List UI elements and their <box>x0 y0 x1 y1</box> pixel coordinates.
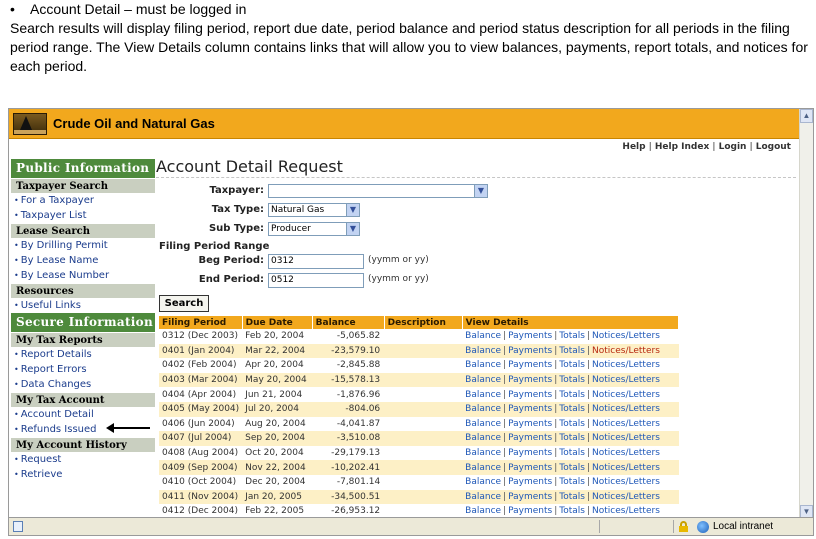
balance-link[interactable]: Balance <box>465 345 502 356</box>
table-row <box>159 329 679 344</box>
description-cell <box>384 387 462 402</box>
balance-cell: -2,845.88 <box>312 358 384 373</box>
sidebar-item-by-lease-name[interactable]: • By Lease Name <box>14 255 99 266</box>
balance-cell: -15,578.13 <box>312 373 384 388</box>
help-index-link[interactable]: Help Index <box>654 142 710 152</box>
browser-window <box>8 108 814 518</box>
totals-link[interactable]: Totals <box>559 491 585 502</box>
results-table <box>159 316 679 518</box>
end-period-format-hint: (yymm or yy) <box>368 274 429 284</box>
table-row <box>159 402 679 417</box>
sidebar-item-useful-links[interactable]: • Useful Links <box>14 300 81 311</box>
resources-heading: Resources <box>11 283 155 298</box>
vertical-scrollbar[interactable] <box>799 109 813 518</box>
description-cell <box>384 344 462 359</box>
balance-cell: -804.06 <box>312 402 384 417</box>
chevron-down-icon: ▼ <box>474 185 487 197</box>
notices-letters-link[interactable]: Notices/Letters <box>592 375 660 386</box>
browser-status-bar <box>8 518 814 536</box>
balance-link[interactable]: Balance <box>465 477 502 488</box>
help-link[interactable]: Help <box>622 142 646 152</box>
notices-letters-link[interactable]: Notices/Letters <box>592 477 660 488</box>
notices-letters-link[interactable]: Notices/Letters <box>592 345 660 356</box>
table-row <box>159 431 679 446</box>
balance-cell: -3,510.08 <box>312 431 384 446</box>
description-cell <box>384 358 462 373</box>
chevron-down-icon: ▼ <box>346 223 359 235</box>
app-header <box>9 109 801 139</box>
balance-link[interactable]: Balance <box>465 491 502 502</box>
filing-period-cell: 0404 (Apr 2004) <box>159 387 242 402</box>
balance-link[interactable]: Balance <box>465 448 502 459</box>
description-cell <box>384 504 462 518</box>
balance-link[interactable]: Balance <box>465 389 502 400</box>
view-details-cell: Balance | Payments | Totals | Notices/Letters <box>462 490 678 505</box>
payments-link[interactable]: Payments <box>508 331 553 342</box>
oil-derrick-logo-icon <box>13 113 47 135</box>
filing-period-cell: 0405 (May 2004) <box>159 402 242 417</box>
sidebar-item-account-detail[interactable]: • Account Detail <box>14 409 94 420</box>
filing-period-range-label: Filing Period Range <box>159 241 270 252</box>
bullet: • <box>10 1 15 17</box>
intranet-globe-icon <box>697 521 709 533</box>
payments-link[interactable]: Payments <box>508 448 553 459</box>
due-date-cell: Feb 22, 2005 <box>242 504 312 518</box>
end-period-label: End Period: <box>198 274 264 285</box>
column-due-date: Due Date <box>242 316 312 329</box>
view-details-cell: Balance | Payments | Totals | Notices/Letters <box>462 329 678 344</box>
filing-period-cell: 0410 (Oct 2004) <box>159 475 242 490</box>
sidebar-item-by-lease-number[interactable]: • By Lease Number <box>14 270 110 281</box>
notices-letters-link[interactable]: Notices/Letters <box>592 360 660 371</box>
sidebar-item-report-details[interactable]: • Report Details <box>14 349 92 360</box>
filing-period-cell: 0412 (Dec 2004) <box>159 504 242 518</box>
table-row <box>159 490 679 505</box>
payments-link[interactable]: Payments <box>508 506 553 517</box>
lease-search-heading: Lease Search <box>11 223 155 238</box>
balance-link[interactable]: Balance <box>465 462 502 473</box>
sidebar-item-data-changes[interactable]: • Data Changes <box>14 379 92 390</box>
filing-period-cell: 0408 (Aug 2004) <box>159 446 242 461</box>
view-details-cell: Balance | Payments | Totals | Notices/Letters <box>462 460 678 475</box>
totals-link[interactable]: Totals <box>559 506 585 517</box>
sub-type-label: Sub Type: <box>208 223 264 234</box>
search-button[interactable]: Search <box>159 295 209 312</box>
table-row <box>159 373 679 388</box>
app-title: Crude Oil and Natural Gas <box>53 116 215 131</box>
totals-link[interactable]: Totals <box>559 331 585 342</box>
notices-letters-link[interactable]: Notices/Letters <box>592 462 660 473</box>
filing-period-cell: 0407 (Jul 2004) <box>159 431 242 446</box>
sidebar-item-for-a-taxpayer[interactable]: • For a Taxpayer <box>14 195 94 206</box>
notices-letters-link[interactable]: Notices/Letters <box>592 331 660 342</box>
description-cell <box>384 417 462 432</box>
balance-link[interactable]: Balance <box>465 433 502 444</box>
description-cell <box>384 460 462 475</box>
filing-period-cell: 0401 (Jan 2004) <box>159 344 242 359</box>
balance-link[interactable]: Balance <box>465 331 502 342</box>
sidebar-item-refunds-issued[interactable]: • Refunds Issued <box>14 424 97 435</box>
page-icon <box>13 521 23 532</box>
totals-link[interactable]: Totals <box>559 418 585 429</box>
payments-link[interactable]: Payments <box>508 389 553 400</box>
beg-period-label: Beg Period: <box>198 255 264 266</box>
description-cell <box>384 329 462 344</box>
sub-type-select[interactable]: Producer ▼ <box>268 222 360 236</box>
filing-period-cell: 0403 (Mar 2004) <box>159 373 242 388</box>
table-row <box>159 446 679 461</box>
balance-cell: -26,953.12 <box>312 504 384 518</box>
caption-heading: Account Detail – must be logged in <box>30 1 247 17</box>
filing-period-cell: 0406 (Jun 2004) <box>159 417 242 432</box>
due-date-cell: Dec 20, 2004 <box>242 475 312 490</box>
balance-cell: -34,500.51 <box>312 490 384 505</box>
view-details-cell: Balance | Payments | Totals | Notices/Letters <box>462 344 678 359</box>
view-details-cell: Balance | Payments | Totals | Notices/Letters <box>462 402 678 417</box>
filing-period-cell: 0312 (Dec 2003) <box>159 329 242 344</box>
login-link[interactable]: Login <box>718 142 747 152</box>
balance-link[interactable]: Balance <box>465 506 502 517</box>
table-row <box>159 504 679 518</box>
totals-link[interactable]: Totals <box>559 448 585 459</box>
view-details-cell: Balance | Payments | Totals | Notices/Letters <box>462 417 678 432</box>
view-details-cell: Balance | Payments | Totals | Notices/Letters <box>462 431 678 446</box>
due-date-cell: Oct 20, 2004 <box>242 446 312 461</box>
balance-cell: -23,579.10 <box>312 344 384 359</box>
notices-letters-link[interactable]: Notices/Letters <box>592 404 660 415</box>
balance-link[interactable]: Balance <box>465 375 502 386</box>
slide-caption <box>10 0 810 76</box>
filing-period-cell: 0411 (Nov 2004) <box>159 490 242 505</box>
my-tax-account-heading: My Tax Account <box>11 392 155 407</box>
description-cell <box>384 431 462 446</box>
title-divider <box>156 177 796 178</box>
view-details-cell: Balance | Payments | Totals | Notices/Letters <box>462 475 678 490</box>
results-body <box>159 329 679 518</box>
my-tax-reports-heading: My Tax Reports <box>11 332 155 347</box>
top-links: Help | Help Index | Login | Logout <box>622 142 791 152</box>
payments-link[interactable]: Payments <box>508 477 553 488</box>
balance-link[interactable]: Balance <box>465 360 502 371</box>
totals-link[interactable]: Totals <box>559 360 585 371</box>
due-date-cell: May 20, 2004 <box>242 373 312 388</box>
payments-link[interactable]: Payments <box>508 491 553 502</box>
sidebar-item-by-drilling-permit[interactable]: • By Drilling Permit <box>14 240 108 251</box>
secure-information-header: Secure Information <box>11 313 155 332</box>
filing-period-cell: 0409 (Sep 2004) <box>159 460 242 475</box>
chevron-down-icon: ▼ <box>346 204 359 216</box>
scroll-down-icon[interactable]: ▼ <box>800 505 813 518</box>
tax-type-label: Tax Type: <box>211 204 264 215</box>
taxpayer-search-heading: Taxpayer Search <box>11 178 155 193</box>
balance-link[interactable]: Balance <box>465 404 502 415</box>
my-account-history-heading: My Account History <box>11 437 155 452</box>
due-date-cell: Mar 22, 2004 <box>242 344 312 359</box>
table-row <box>159 417 679 432</box>
security-zone-label: Local intranet <box>713 521 774 532</box>
description-cell <box>384 373 462 388</box>
sidebar-item-report-errors[interactable]: • Report Errors <box>14 364 87 375</box>
payments-link[interactable]: Payments <box>508 433 553 444</box>
totals-link[interactable]: Totals <box>559 404 585 415</box>
logout-link[interactable]: Logout <box>755 142 791 152</box>
balance-cell: -10,202.41 <box>312 460 384 475</box>
end-period-input[interactable]: 0512 <box>268 273 364 288</box>
filing-period-cell: 0402 (Feb 2004) <box>159 358 242 373</box>
payments-link[interactable]: Payments <box>508 375 553 386</box>
sidebar-item-taxpayer-list[interactable]: • Taxpayer List <box>14 210 87 221</box>
caption-heading-line <box>10 0 810 19</box>
notices-letters-link[interactable]: Notices/Letters <box>592 418 660 429</box>
notices-letters-link[interactable]: Notices/Letters <box>592 448 660 459</box>
view-details-cell: Balance | Payments | Totals | Notices/Letters <box>462 446 678 461</box>
payments-link[interactable]: Payments <box>508 345 553 356</box>
description-cell <box>384 475 462 490</box>
view-details-cell: Balance | Payments | Totals | Notices/Letters <box>462 504 678 518</box>
caption-body: Search results will display filing period, report due date, period balance and period status description for all periods in the filing period range. The View Details column contains links that will allow you to view balances, payments, report totals, and notices for each period. <box>10 20 808 74</box>
sidebar-nav <box>11 159 155 518</box>
balance-link[interactable]: Balance <box>465 418 502 429</box>
column-balance: Balance <box>312 316 384 329</box>
table-row <box>159 344 679 359</box>
sidebar-item-retrieve[interactable]: • Retrieve <box>14 469 63 480</box>
column-view-details: View Details <box>462 316 678 329</box>
due-date-cell: Jul 20, 2004 <box>242 402 312 417</box>
public-information-header: Public Information <box>11 159 155 178</box>
totals-link[interactable]: Totals <box>559 345 585 356</box>
totals-link[interactable]: Totals <box>559 389 585 400</box>
left-arrow-icon <box>112 427 150 429</box>
notices-letters-link[interactable]: Notices/Letters <box>592 506 660 517</box>
table-row <box>159 460 679 475</box>
view-details-cell: Balance | Payments | Totals | Notices/Letters <box>462 358 678 373</box>
taxpayer-label: Taxpayer: <box>209 185 264 196</box>
table-row <box>159 387 679 402</box>
due-date-cell: Aug 20, 2004 <box>242 417 312 432</box>
lock-icon <box>679 521 688 532</box>
main-content <box>156 157 796 518</box>
due-date-cell: Feb 20, 2004 <box>242 329 312 344</box>
taxpayer-select[interactable] <box>268 184 488 198</box>
notices-letters-link[interactable]: Notices/Letters <box>592 491 660 502</box>
due-date-cell: Nov 22, 2004 <box>242 460 312 475</box>
balance-cell: -1,876.96 <box>312 387 384 402</box>
description-cell <box>384 446 462 461</box>
table-row <box>159 358 679 373</box>
beg-period-format-hint: (yymm or yy) <box>368 255 429 265</box>
payments-link[interactable]: Payments <box>508 360 553 371</box>
view-details-cell: Balance | Payments | Totals | Notices/Letters <box>462 387 678 402</box>
due-date-cell: Jan 20, 2005 <box>242 490 312 505</box>
balance-cell: -29,179.13 <box>312 446 384 461</box>
totals-link[interactable]: Totals <box>559 433 585 444</box>
totals-link[interactable]: Totals <box>559 462 585 473</box>
table-row <box>159 475 679 490</box>
notices-letters-link[interactable]: Notices/Letters <box>592 389 660 400</box>
description-cell <box>384 490 462 505</box>
tax-type-select[interactable]: Natural Gas ▼ <box>268 203 360 217</box>
due-date-cell: Apr 20, 2004 <box>242 358 312 373</box>
totals-link[interactable]: Totals <box>559 477 585 488</box>
notices-letters-link[interactable]: Notices/Letters <box>592 433 660 444</box>
scroll-up-icon[interactable]: ▲ <box>800 109 813 123</box>
view-details-cell: Balance | Payments | Totals | Notices/Letters <box>462 373 678 388</box>
payments-link[interactable]: Payments <box>508 462 553 473</box>
sidebar-item-request[interactable]: • Request <box>14 454 62 465</box>
table-header-row <box>159 316 679 329</box>
balance-cell: -4,041.87 <box>312 417 384 432</box>
payments-link[interactable]: Payments <box>508 404 553 415</box>
beg-period-input[interactable]: 0312 <box>268 254 364 269</box>
column-description: Description <box>384 316 462 329</box>
due-date-cell: Jun 21, 2004 <box>242 387 312 402</box>
page-title: Account Detail Request <box>156 157 343 176</box>
totals-link[interactable]: Totals <box>559 375 585 386</box>
column-filing-period: Filing Period <box>159 316 242 329</box>
description-cell <box>384 402 462 417</box>
balance-cell: -7,801.14 <box>312 475 384 490</box>
due-date-cell: Sep 20, 2004 <box>242 431 312 446</box>
balance-cell: -5,065.82 <box>312 329 384 344</box>
payments-link[interactable]: Payments <box>508 418 553 429</box>
